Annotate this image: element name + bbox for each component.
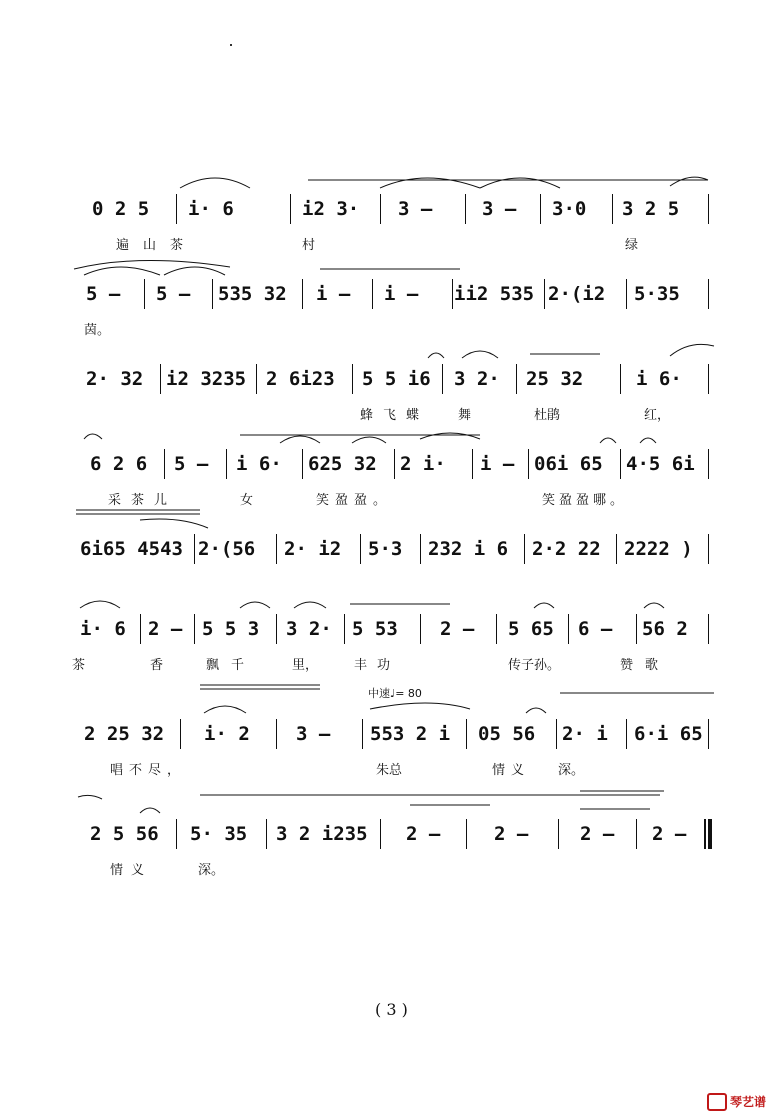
measure: 2·(i2 [548,283,606,305]
page-number: ( 3 ) [375,1000,408,1019]
measure: 5 5 3 [202,618,260,640]
bar-line [528,449,529,479]
measure: 3 2 5 [622,198,680,220]
bar-line [420,614,421,644]
lyric: 深。 [198,863,225,878]
bar-line [626,719,627,749]
measure: 5 65 [508,618,554,640]
measure: 3 – [398,198,433,220]
lyric: 茶 [72,658,86,673]
measure: 2· i2 [284,538,342,560]
lyric: 舞 [458,408,472,423]
bar-line [302,279,303,309]
lyric: 杜鹃 [534,408,561,423]
measure: 3·0 [552,198,587,220]
measure: i· 6 [188,198,234,220]
lyric: 蜂飞蝶 [360,408,430,423]
lyric: 绿 [625,238,639,253]
measure: 2·2 22 [532,538,601,560]
measure: 5· 35 [190,823,248,845]
measure: i 6· [236,453,282,475]
measure: 05 56 [478,723,536,745]
bar-line [524,534,525,564]
bar-line [212,279,213,309]
bar-line [558,819,559,849]
measure: i – [384,283,419,305]
measure: i 6· [636,368,682,390]
logo-icon [707,1093,727,1111]
bar-line [516,364,517,394]
measure: 0 2 5 [92,198,150,220]
bar-line [708,719,709,749]
bar-line [616,534,617,564]
bar-line [144,279,145,309]
measure: 4·5 6i [626,453,695,475]
bar-line [344,614,345,644]
measure: i· 6 [80,618,126,640]
measure: 2 – [494,823,529,845]
bar-line [160,364,161,394]
bar-line [636,614,637,644]
measure: 3 2· [454,368,500,390]
measure: 3 2 i235 [276,823,368,845]
lyric: 情义 [492,763,531,778]
measure: 5 53 [352,618,398,640]
logo-text: 琴艺谱 [729,1094,766,1109]
measure: 3 – [296,723,331,745]
measure: 535 32 [218,283,287,305]
bar-line [164,449,165,479]
bar-line [472,449,473,479]
bar-line [380,819,381,849]
bar-line [226,449,227,479]
measure: 2 6i23 [266,368,335,390]
measure: ii2 535 [454,283,535,305]
bar-line [568,614,569,644]
measure: 6i65 4543 [80,538,183,560]
lyric: 女 [240,493,254,508]
lyric: 遍山茶 [116,238,198,253]
measure: 2 – [652,823,687,845]
stray-mark [230,44,232,46]
bar-line [708,364,709,394]
measure: 2 5 56 [90,823,159,845]
measure: 6·i 65 [634,723,703,745]
lyric: 情义 [110,863,153,878]
measure: 2· i [562,723,608,745]
bar-line [466,719,467,749]
measure: i – [316,283,351,305]
measure: 2 – [148,618,183,640]
final-bar-line [704,819,706,849]
lyric: 香 [150,658,164,673]
bar-line [360,534,361,564]
bar-line [612,194,613,224]
bar-line [362,719,363,749]
measure: 232 i 6 [428,538,509,560]
bar-line [620,364,621,394]
measure: 5 – [174,453,209,475]
bar-line [636,819,637,849]
measure: 2·(56 [198,538,256,560]
lyric: 赞歌 [620,658,671,673]
lyric: 笑盈盈。 [316,493,393,508]
site-logo [707,1093,766,1112]
lyric: 丰功 [354,658,401,673]
measure: i2 3· [302,198,360,220]
bar-line [290,194,291,224]
bar-line [452,279,453,309]
measure: 2 i· [400,453,446,475]
bar-line [708,279,709,309]
measure: 6 – [578,618,613,640]
bar-line [620,449,621,479]
bar-line [176,819,177,849]
measure: 3 – [482,198,517,220]
bar-line [708,614,709,644]
measure: 553 2 i [370,723,451,745]
bar-line [466,819,467,849]
bar-line [302,449,303,479]
bar-line [708,449,709,479]
bar-line [496,614,497,644]
lyric: 唱不尽， [110,763,187,778]
bar-line [540,194,541,224]
measure: 625 32 [308,453,377,475]
measure: i· 2 [204,723,250,745]
bar-line [266,819,267,849]
bar-line [180,719,181,749]
measure: 2 – [440,618,475,640]
measure: 2 25 32 [84,723,165,745]
measure: 5 5 i6 [362,368,431,390]
bar-line [380,194,381,224]
lyric: 传子孙。 [508,658,561,673]
measure: 56 2 [642,618,688,640]
bar-line [626,279,627,309]
lyric: 红， [644,408,671,423]
measure: 25 32 [526,368,584,390]
bar-line [708,534,709,564]
measure: 5·35 [634,283,680,305]
measure: i – [480,453,515,475]
bar-line [176,194,177,224]
lyric: 村 [302,238,316,253]
lyric: 深。 [558,763,585,778]
measure: 5·3 [368,538,403,560]
bar-line [276,534,277,564]
bar-line [544,279,545,309]
measure: 5 – [86,283,121,305]
lyric: 飘千 [206,658,257,673]
bar-line [276,614,277,644]
bar-line [465,194,466,224]
lyric: 朱总 [376,763,403,778]
bar-line [372,279,373,309]
bar-line [256,364,257,394]
bar-line [276,719,277,749]
measure: 2 – [580,823,615,845]
measure: 6 2 6 [90,453,148,475]
measure: 3 2· [286,618,332,640]
tempo-marking: 中速♩= 80 [368,687,422,700]
bar-line [352,364,353,394]
bar-line [708,194,709,224]
bar-line [194,614,195,644]
lyric: 里， [292,658,319,673]
bar-line [556,719,557,749]
measure: i2 3235 [166,368,247,390]
final-bar-line [708,819,712,849]
bar-line [442,364,443,394]
measure: 2222 ) [624,538,693,560]
lyric: 笑盈盈哪。 [542,493,628,508]
measure: 2· 32 [86,368,144,390]
bar-line [140,614,141,644]
bar-line [394,449,395,479]
measure: 5 – [156,283,191,305]
bar-line [420,534,421,564]
measure: 2 – [406,823,441,845]
bar-line [194,534,195,564]
lyric: 采茶儿 [108,493,178,508]
measure: 06i 65 [534,453,603,475]
lyric: 茵。 [84,323,111,338]
